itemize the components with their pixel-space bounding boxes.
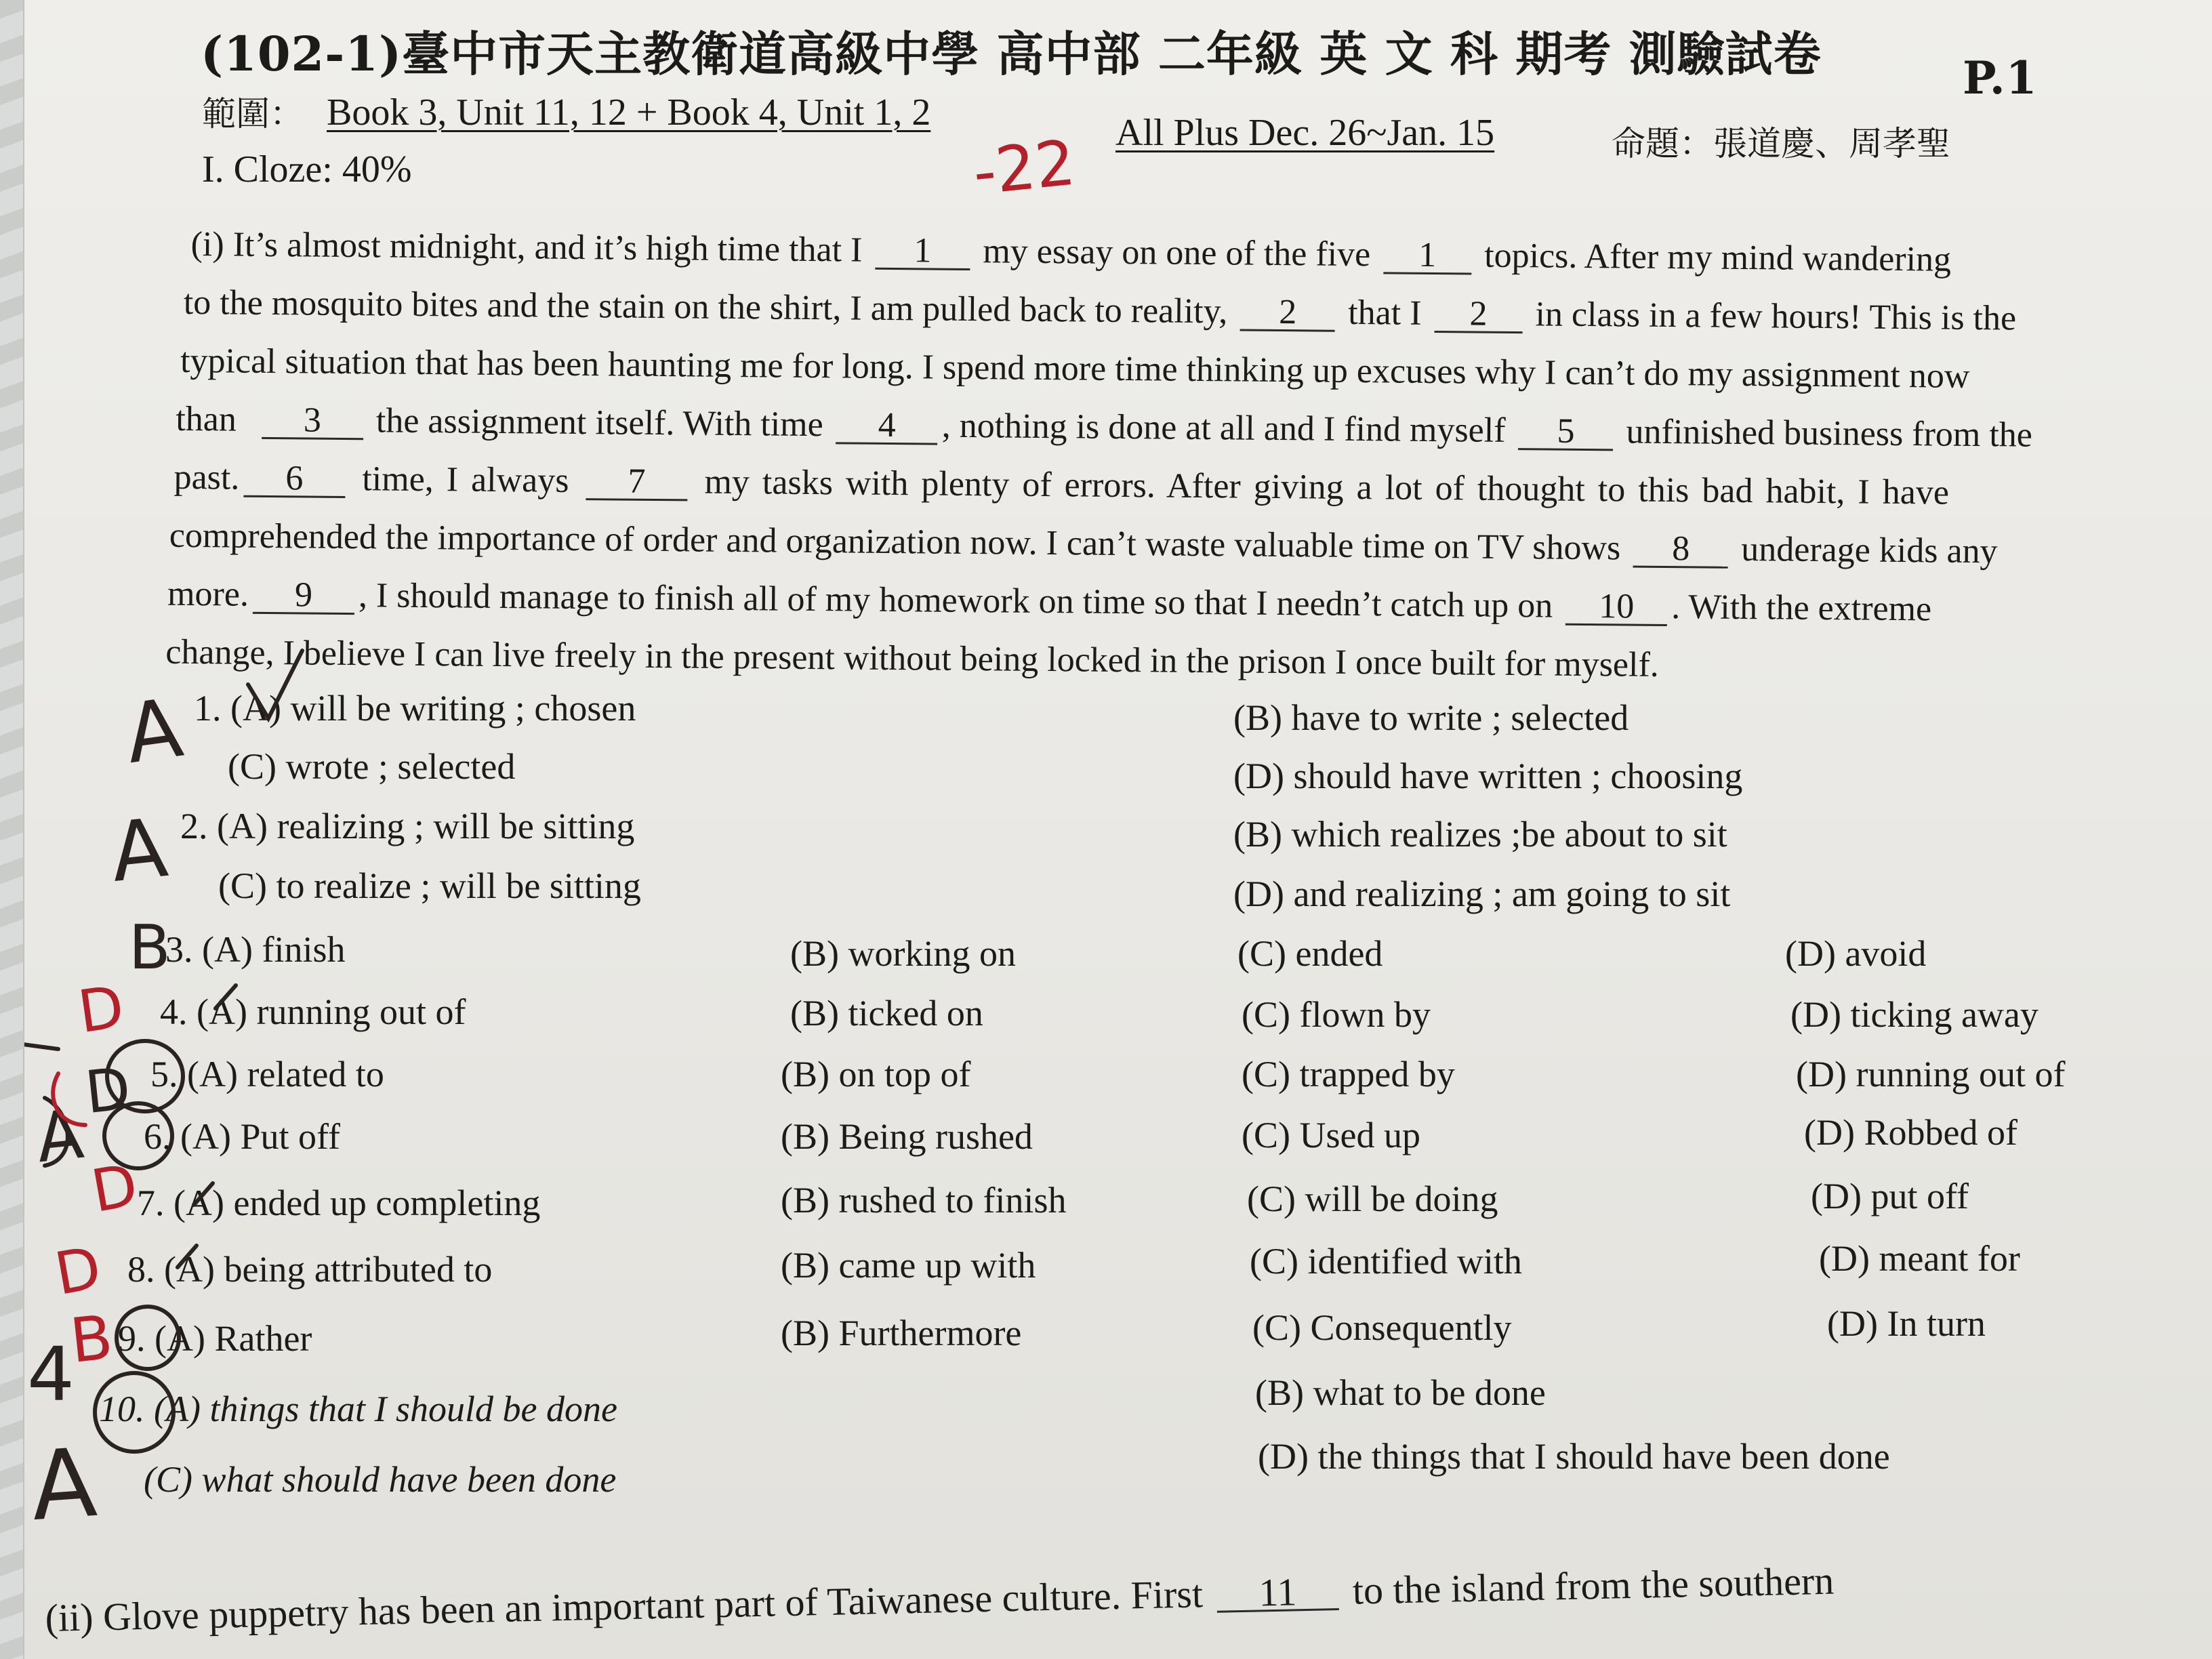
q7-option-c: (C) will be doing (1247, 1179, 1498, 1219)
q1-option-a: 1. (A) will be writing ; chosen (194, 688, 636, 729)
blank-9: 9 (253, 578, 354, 615)
passage-text: , nothing is done at all and I find myself (941, 406, 1506, 450)
part-ii-text: to the island from the southern (1352, 1558, 1835, 1613)
passage-text: past. (173, 457, 240, 497)
blank-6: 6 (243, 462, 345, 498)
q3-option-b: (B) working on (790, 933, 1016, 974)
passage-text: . With the extreme (1671, 588, 1932, 629)
q1-option-b: (B) have to write ; selected (1233, 697, 1629, 738)
q10-option-d: (D) the things that I should have been done (1258, 1436, 1890, 1477)
passage-text: to the mosquito bites and the stain on the shirt, I am pulled back to reality, (183, 283, 1228, 331)
handwritten-answer-10: A (27, 1427, 100, 1543)
q7-option-b: (B) rushed to finish (781, 1180, 1067, 1221)
blank-11: 11 (1216, 1574, 1339, 1613)
score-mark: -22 (969, 126, 1079, 209)
q7-option-d: (D) put off (1811, 1176, 1969, 1216)
binding-edge (0, 0, 24, 1659)
passage-text: than (176, 399, 237, 439)
handwritten-answer-5: D (81, 1054, 134, 1128)
q2-option-c: (C) to realize ; will be sitting (218, 865, 641, 906)
passage-text: , I should manage to finish all of my homework on time so that I needn’t catch up on (358, 576, 1553, 626)
passage-text: in class in a few hours! This is the (1535, 295, 2017, 338)
q2-option-b: (B) which realizes ;be about to sit (1233, 814, 1727, 855)
q3-option-d: (D) avoid (1785, 933, 1927, 974)
blank-10: 10 (1565, 590, 1667, 626)
handwritten-answer-1: A (119, 680, 188, 783)
q1-option-d: (D) should have written ; choosing (1233, 756, 1743, 796)
q2-option-a: 2. (A) realizing ; will be sitting (180, 806, 635, 846)
passage-text: the assignment itself. With time (375, 401, 823, 445)
scope-text: Book 3, Unit 11, 12 + Book 4, Unit 1, 2 (327, 91, 931, 134)
q5-option-a: 5. (A) related to (150, 1054, 384, 1094)
passage-text: unfinished business from the (1626, 412, 2033, 455)
q9-option-b: (B) Furthermore (781, 1313, 1022, 1353)
q4-option-d: (D) ticking away (1790, 994, 2039, 1035)
scope-label: 範圍： (202, 94, 304, 134)
passage-text: comprehended the importance of order and organization now. I can’t waste valuable time on TV shows (169, 516, 1621, 568)
red-answer-4: D (74, 972, 128, 1047)
red-stroke-q5 (53, 1073, 85, 1125)
blank-5: 5 (1518, 414, 1613, 451)
q5-option-b: (B) on top of (781, 1054, 971, 1094)
q2-option-d: (D) and realizing ; am going to sit (1233, 874, 1731, 914)
q9-option-d: (D) In turn (1827, 1303, 1986, 1344)
q10-option-b: (B) what to be done (1255, 1372, 1546, 1413)
passage-text: time, I always (362, 459, 569, 500)
exam-paper (18, 0, 2212, 1659)
part-ii-text: (ii) Glove puppetry has been an important part of Taiwanese culture. First (45, 1572, 1204, 1640)
slash-q7 (194, 1183, 213, 1205)
blank-7: 7 (586, 464, 687, 501)
slash-q8 (178, 1246, 197, 1267)
passage-text: more. (167, 574, 249, 614)
passage-text: (i) It’s almost midnight, and it’s high time that I (190, 224, 863, 270)
blank-3: 3 (262, 403, 363, 440)
q5-option-c: (C) trapped by (1242, 1054, 1455, 1094)
blank-1: 1 (875, 234, 970, 270)
blank-4: 4 (836, 408, 937, 445)
blank-2: 2 (1240, 295, 1335, 332)
red-answer-7: D (86, 1151, 143, 1226)
q8-option-c: (C) identified with (1250, 1241, 1522, 1282)
q1-option-c: (C) wrote ; selected (228, 746, 516, 787)
q4-option-a: 4. (A) running out of (160, 991, 466, 1032)
authors: 命題：張道慶、周孝聖 (1612, 124, 1950, 163)
q9-option-c: (C) Consequently (1252, 1307, 1512, 1348)
red-answer-8: D (49, 1234, 106, 1309)
q6-option-a: 6. (A) Put off (144, 1116, 340, 1157)
circle-q9 (117, 1307, 179, 1369)
passage-text: topics. After my mind wandering (1483, 236, 1952, 279)
blank-1b: 1 (1383, 238, 1471, 274)
q4-option-c: (C) flown by (1242, 994, 1431, 1035)
handwritten-answer-3: B (129, 912, 171, 983)
annotation-strokes (18, 0, 2212, 1659)
q8-option-a: 8. (A) being attributed to (127, 1249, 493, 1290)
q8-option-b: (B) came up with (781, 1245, 1036, 1286)
q10-option-c: (C) what should have been done (144, 1459, 617, 1500)
q6-option-c: (C) Used up (1242, 1115, 1420, 1155)
handwritten-answer-9b: 4 (27, 1331, 75, 1418)
q9-option-a: 9. (A) Rather (118, 1318, 312, 1359)
passage-text: underage kids any (1741, 529, 1998, 571)
passage-text: that I (1348, 293, 1422, 333)
q3-option-a: 3. (A) finish (165, 929, 346, 970)
red-answer-9: B (66, 1302, 117, 1377)
section-heading: I. Cloze: 40% (202, 148, 412, 190)
q6-option-d: (D) Robbed of (1804, 1112, 2018, 1153)
allplus-range: All Plus Dec. 26~Jan. 15 (1115, 112, 1495, 154)
q8-option-d: (D) meant for (1819, 1238, 2020, 1279)
tick-q1 (248, 651, 302, 718)
q6-option-b: (B) Being rushed (781, 1116, 1033, 1157)
passage-text: my tasks with plenty of errors. After giving a lot of thought to this bad habit, I have (704, 462, 1950, 512)
q10-option-a: 10. (A) things that I should be done (99, 1389, 617, 1429)
q7-option-a: 7. (A) ended up completing (137, 1183, 541, 1223)
passage-text: my essay on one of the five (983, 232, 1371, 274)
page-number: P.1 (1963, 52, 2038, 104)
circle-q10 (95, 1373, 173, 1452)
slash-q4 (216, 985, 236, 1008)
q4-option-b: (B) ticked on (790, 993, 983, 1033)
passage-line: typical situation that has been haunting me for long. I spend more time thinking up excuses why I can’t do my assignment now (180, 341, 1970, 396)
handwritten-answer-2: A (106, 801, 172, 901)
q5-option-d: (D) running out of (1796, 1054, 2066, 1094)
passage-line: change, I believe I can live freely in the present without being locked in the prison I once built for myself. (165, 632, 1660, 684)
q3-option-c: (C) ended (1237, 933, 1383, 974)
handwritten-answer-6: A (33, 1094, 87, 1179)
blank-2b: 2 (1434, 297, 1522, 333)
blank-8: 8 (1633, 532, 1728, 569)
exam-title: (102-1)臺中市天主教衛道高級中學 高中部 二年級 英 文 科 期考 測驗試卷 (201, 26, 1822, 82)
